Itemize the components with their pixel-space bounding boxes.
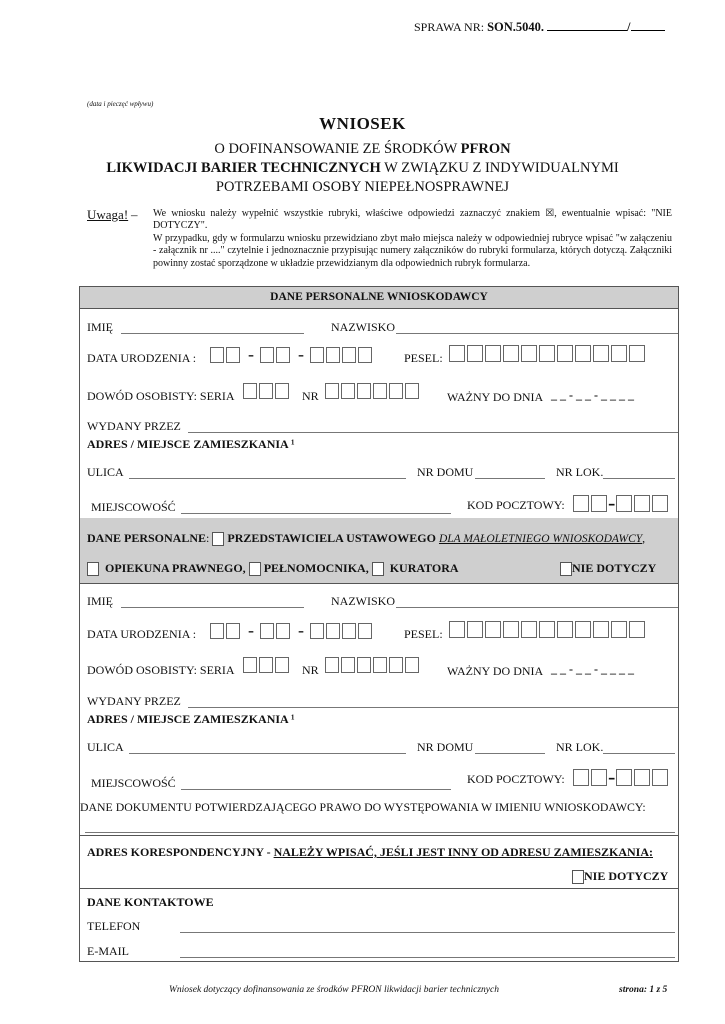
form-subtitle-1: O DOFINANSOWANIE ZE ŚRODKÓW PFRON (214, 141, 511, 157)
applicant-house-no-input[interactable] (475, 478, 545, 479)
rep-street-input[interactable] (129, 753, 406, 754)
rep-house-no-label: NR DOMU (417, 740, 474, 754)
representative-not-applicable-checkbox[interactable] (560, 562, 572, 576)
section-divider (80, 835, 678, 836)
section-divider (80, 583, 678, 584)
attorney-checkbox[interactable] (249, 562, 261, 576)
correspondence-address-label: ADRES KORESPONDENCYJNY - NALEŻY WPISAĆ, JEŚLI JEST INNY OD ADRESU ZAMIESZKANIA: (87, 845, 653, 859)
rep-valid-until-label: WAŻNY DO DNIA (447, 664, 544, 678)
rep-street-label: ULICA (87, 740, 124, 754)
email-label: E-MAIL (87, 944, 129, 958)
rep-pesel-label: PESEL: (404, 627, 443, 641)
applicant-valid-until-label: WAŻNY DO DNIA (447, 390, 544, 404)
correspondence-not-applicable-checkbox[interactable] (572, 870, 584, 884)
rep-postal-code-label: KOD POCZTOWY: (467, 772, 565, 786)
rep-flat-no-label: NR LOK. (556, 740, 604, 754)
applicant-street-input[interactable] (129, 478, 406, 479)
applicant-last-name-label: NAZWISKO (331, 320, 395, 334)
rep-issued-by-label: WYDANY PRZEZ (87, 694, 181, 708)
rep-id-series-boxes[interactable] (243, 656, 291, 674)
applicant-birth-date-label: DATA URODZENIA : (87, 351, 197, 365)
page-number: strona: 1 z 5 (619, 985, 668, 995)
applicant-issued-by-label: WYDANY PRZEZ (87, 419, 181, 433)
case-year-field[interactable] (631, 20, 665, 31)
notice-label: Uwaga! (87, 207, 129, 222)
rep-last-name-label: NAZWISKO (331, 594, 395, 608)
form-subtitle-2: LIKWIDACJI BARIER TECHNICZNYCH W ZWIĄZKU Z INDYWIDUALNYMI (106, 160, 619, 176)
section-divider (80, 888, 678, 889)
rep-pesel-boxes[interactable] (449, 620, 647, 638)
applicant-city-input[interactable] (181, 513, 451, 514)
applicant-birth-date-boxes[interactable]: - - (210, 344, 374, 365)
applicant-id-number-label: NR (302, 389, 319, 403)
rep-house-no-input[interactable] (475, 753, 545, 754)
applicant-first-name-input[interactable] (121, 333, 304, 334)
rep-first-name-label: IMIĘ (87, 594, 113, 608)
phone-label: TELEFON (87, 919, 141, 933)
notice-text: We wniosku należy wypełnić wszystkie rubryki, właściwe odpowiedzi zaznaczyć znakiem ☒, ewentualnie wpisać: "NIE DOTYCZY". W przypadku, gdy w formularzu wniosku przewidziano zbyt mało miejsca należy w odpowiedniej rubryce wpisać "w załączeniu - załącznik nr ...." czytelnie i jednoznacznie przypisując numery załączników do rubryki formularza, których dotyczą. Załączniki powinny zostać sporządzone w układzie przewidzianym dla odpowiednich rubryk formularza. (153, 208, 672, 269)
rep-id-number-label: NR (302, 663, 319, 677)
notice-dash: – (131, 207, 138, 222)
applicant-id-series-boxes[interactable] (243, 382, 291, 400)
applicant-postal-code-boxes[interactable]: - (573, 490, 670, 516)
form-subtitle-3: POTRZEBAMI OSOBY NIEPEŁNOSPRAWNEJ (215, 179, 510, 195)
applicant-house-no-label: NR DOMU (417, 465, 474, 479)
applicant-issued-by-input[interactable] (188, 432, 678, 433)
rep-last-name-input[interactable] (396, 607, 678, 608)
stamp-caption: (data i pieczęć wpływu) (87, 100, 154, 108)
correspondence-not-applicable: NIE DOTYCZY (572, 869, 668, 884)
case-number: SPRAWA NR: SON.5040. / (414, 20, 665, 35)
applicant-id-number-boxes[interactable] (325, 382, 421, 400)
rep-city-label: MIEJSCOWOŚĆ (91, 776, 176, 790)
footer-text: Wniosek dotyczący dofinansowania ze środków PFRON likwidacji barier technicznych (169, 985, 499, 995)
applicant-valid-until-field[interactable]: _ _ - _ _ - _ _ _ _ (551, 388, 634, 402)
rep-issued-by-input[interactable] (188, 707, 678, 708)
applicant-flat-no-label: NR LOK. (556, 465, 604, 479)
applicant-id-series-label: DOWÓD OSOBISTY: SERIA (87, 389, 235, 403)
applicant-flat-no-input[interactable] (603, 478, 675, 479)
applicant-address-title: ADRES / MIEJSCE ZAMIESZKANIA ¹ (87, 437, 295, 451)
authority-document-label: DANE DOKUMENTU POTWIERDZAJĄCEGO PRAWO DO WYSTĘPOWANIA W IMIENIU WNIOSKODAWCY: (80, 800, 646, 814)
rep-flat-no-input[interactable] (603, 753, 675, 754)
curator-checkbox[interactable] (372, 562, 384, 576)
applicant-section-header: DANE PERSONALNE WNIOSKODAWCY (80, 287, 678, 309)
applicant-pesel-boxes[interactable] (449, 344, 647, 362)
representative-header-line-1: DANE PERSONALNE: PRZEDSTAWICIELA USTAWOWEGO DLA MAŁOLETNIEGO WNIOSKODAWCY, (87, 531, 646, 545)
rep-city-input[interactable] (181, 789, 451, 790)
email-input[interactable] (180, 957, 675, 958)
rep-first-name-input[interactable] (121, 607, 304, 608)
contact-section-title: DANE KONTAKTOWE (87, 895, 214, 909)
rep-birth-date-boxes[interactable]: - - (210, 620, 374, 641)
case-number-field[interactable] (547, 20, 627, 31)
authority-document-input[interactable] (85, 832, 675, 833)
representative-header-line-2: OPIEKUNA PRAWNEGO, PEŁNOMOCNIKA, KURATORA (87, 561, 459, 576)
applicant-street-label: ULICA (87, 465, 124, 479)
representative-not-applicable: NIE DOTYCZY (560, 561, 656, 576)
legal-rep-checkbox[interactable] (212, 532, 224, 546)
rep-birth-date-label: DATA URODZENIA : (87, 627, 197, 641)
phone-input[interactable] (180, 932, 675, 933)
rep-id-series-label: DOWÓD OSOBISTY: SERIA (87, 663, 235, 677)
rep-postal-code-boxes[interactable]: - (573, 764, 670, 790)
applicant-postal-code-label: KOD POCZTOWY: (467, 498, 565, 512)
rep-valid-until-field[interactable]: _ _ - _ _ - _ _ _ _ (551, 662, 634, 676)
guardian-checkbox[interactable] (87, 562, 99, 576)
applicant-first-name-label: IMIĘ (87, 320, 113, 334)
applicant-city-label: MIEJSCOWOŚĆ (91, 500, 176, 514)
applicant-pesel-label: PESEL: (404, 351, 443, 365)
rep-id-number-boxes[interactable] (325, 656, 421, 674)
rep-address-title: ADRES / MIEJSCE ZAMIESZKANIA ¹ (87, 712, 295, 726)
applicant-last-name-input[interactable] (396, 333, 678, 334)
form-title: WNIOSEK (319, 114, 406, 133)
